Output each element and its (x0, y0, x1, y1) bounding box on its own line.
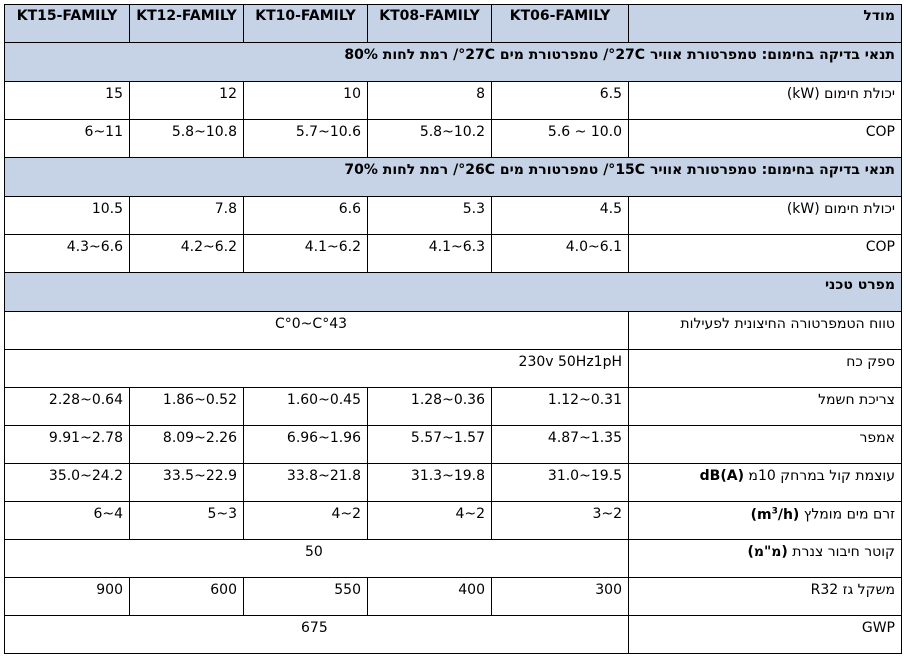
value-cell: 550 (244, 578, 368, 616)
table-row (5, 616, 902, 654)
value-cell: 5.57~1.57 (368, 426, 492, 464)
table-row (5, 312, 902, 350)
model-header-kt08: KT08-FAMILY (368, 5, 492, 43)
unit-part: (m (750, 506, 772, 523)
model-header-kt15: KT15-FAMILY (5, 5, 130, 43)
row-label-text: זרם מים מומלץ (799, 506, 895, 523)
value-cell: 15 (5, 82, 130, 120)
value-cell: 33.8~21.8 (244, 464, 368, 502)
value-cell: 7.8 (130, 197, 244, 235)
row-label (629, 540, 902, 578)
value-cell: 6~11 (5, 120, 130, 158)
gwp-value: 675 (5, 616, 629, 654)
table-row (5, 578, 902, 616)
value-cell: 4.87~1.35 (492, 426, 629, 464)
unit-label: (מ"מ) (747, 544, 788, 560)
unit-label (751, 507, 800, 523)
value-cell: 5~3 (130, 502, 244, 540)
model-header-kt12: KT12-FAMILY (130, 5, 244, 43)
value-cell: 300 (492, 578, 629, 616)
value-cell: 600 (130, 578, 244, 616)
row-label: יכולת חימום (kW) (629, 197, 902, 235)
value-cell: 4.1~6.2 (244, 235, 368, 273)
value-cell: 4~2 (244, 502, 368, 540)
value-cell: 4.1~6.3 (368, 235, 492, 273)
model-header-kt06: KT06-FAMILY (492, 5, 629, 43)
value-cell: 3~2 (492, 502, 629, 540)
value-cell: 900 (5, 578, 130, 616)
section-heading (5, 273, 902, 312)
value-cell: 4.3~6.6 (5, 235, 130, 273)
model-header-kt10: KT10-FAMILY (244, 5, 368, 43)
value-cell: 4.0~6.1 (492, 235, 629, 273)
row-label-text: קוטר חיבור צנרת (787, 544, 895, 560)
value-cell: 35.0~24.2 (5, 464, 130, 502)
value-cell: 4.2~6.2 (130, 235, 244, 273)
unit-label: dB(A) (699, 468, 744, 484)
pipe-diameter-value: 50 (5, 540, 629, 578)
value-cell: 5.7~10.6 (244, 120, 368, 158)
table-row (5, 502, 902, 540)
value-cell: 2.28~0.64 (5, 388, 130, 426)
model-label: מודל (629, 5, 902, 43)
value-cell: 6.5 (492, 82, 629, 120)
value-cell: 1.60~0.45 (244, 388, 368, 426)
row-label: צריכת חשמל (629, 388, 902, 426)
value-cell: 10.5 (5, 197, 130, 235)
table-row (5, 350, 902, 388)
power-supply-value: 230v 50Hz1pH (5, 350, 629, 388)
row-label: COP (629, 235, 902, 273)
value-cell: 10 (244, 82, 368, 120)
header-row (5, 5, 902, 43)
value-cell: 31.3~19.8 (368, 464, 492, 502)
row-label (629, 502, 902, 540)
spec-table (4, 4, 902, 654)
value-cell: 6.96~1.96 (244, 426, 368, 464)
table-row (5, 235, 902, 273)
value-cell: 400 (368, 578, 492, 616)
section1-title: תנאי בדיקה בחימום: טמפרטורת אוויר 27C°/ טמפרטורת מים 27C°/ רמת לחות 80% (5, 43, 902, 82)
value-cell: 8.09~2.26 (130, 426, 244, 464)
value-cell: 5.6 ~ 10.0 (492, 120, 629, 158)
row-label: משקל גז R32 (629, 578, 902, 616)
value-cell: 5.8~10.2 (368, 120, 492, 158)
section-heading (5, 158, 902, 197)
unit-part: /h) (777, 506, 800, 523)
table-row (5, 426, 902, 464)
value-cell: 12 (130, 82, 244, 120)
value-cell: 1.86~0.52 (130, 388, 244, 426)
value-cell: 4~2 (368, 502, 492, 540)
section2-title: תנאי בדיקה בחימום: טמפרטורת אוויר 15C°/ טמפרטורת מים 26C°/ רמת לחות 70% (5, 158, 902, 197)
table-row (5, 464, 902, 502)
value-cell: 31.0~19.5 (492, 464, 629, 502)
value-cell: 1.12~0.31 (492, 388, 629, 426)
value-cell: 5.8~10.8 (130, 120, 244, 158)
ambient-range-value: C°0~C°43 (5, 312, 629, 350)
value-cell: 5.3 (368, 197, 492, 235)
row-label: אמפר (629, 426, 902, 464)
value-cell: 1.28~0.36 (368, 388, 492, 426)
row-label: יכולת חימום (kW) (629, 82, 902, 120)
value-cell: 6~4 (5, 502, 130, 540)
row-label: טווח הטמפרטורה החיצונית לפעילות (629, 312, 902, 350)
value-cell: 33.5~22.9 (130, 464, 244, 502)
value-cell: 8 (368, 82, 492, 120)
table-row (5, 540, 902, 578)
row-label (629, 464, 902, 502)
value-cell: 9.91~2.78 (5, 426, 130, 464)
table-row (5, 388, 902, 426)
section-heading (5, 43, 902, 82)
section3-title: מפרט טכני (5, 273, 902, 312)
row-label: ספק כח (629, 350, 902, 388)
table-row (5, 120, 902, 158)
value-cell: 4.5 (492, 197, 629, 235)
unit-superscript: 3 (771, 506, 778, 516)
row-label: COP (629, 120, 902, 158)
table-row (5, 82, 902, 120)
row-label: GWP (629, 616, 902, 654)
row-label-text: עוצמת קול במרחק 10מ (743, 468, 895, 484)
value-cell: 6.6 (244, 197, 368, 235)
table-row (5, 197, 902, 235)
